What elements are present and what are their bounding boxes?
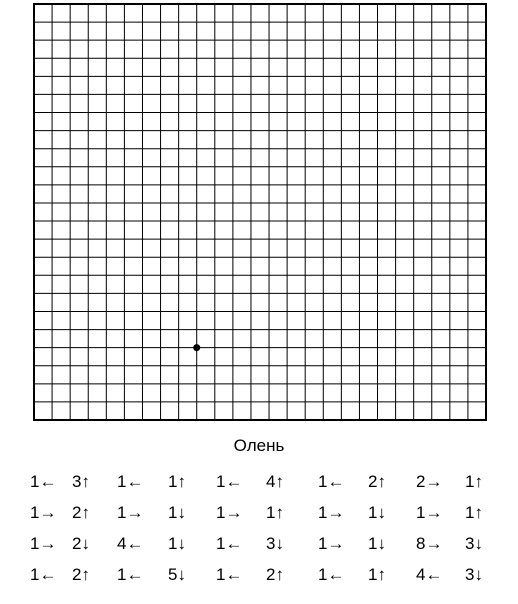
command: 2↑ xyxy=(266,565,284,584)
command: 5↓ xyxy=(168,565,186,584)
command: 1← xyxy=(318,472,345,491)
command: 3↓ xyxy=(465,534,483,553)
command: 2↑ xyxy=(72,503,90,522)
command: 4← xyxy=(117,534,144,553)
command: 1↓ xyxy=(368,534,386,553)
command: 1→ xyxy=(216,503,243,522)
command: 4↑ xyxy=(266,472,284,491)
command: 1← xyxy=(216,534,243,553)
command: 1↑ xyxy=(465,472,483,491)
command: 1↓ xyxy=(168,534,186,553)
command: 1← xyxy=(318,565,345,584)
command: 1↑ xyxy=(368,565,386,584)
command: 1← xyxy=(216,565,243,584)
command-list xyxy=(0,472,518,596)
command: 1↑ xyxy=(266,503,284,522)
command: 1← xyxy=(117,565,144,584)
command: 1↑ xyxy=(465,503,483,522)
command: 1← xyxy=(117,472,144,491)
command: 8→ xyxy=(416,534,443,553)
command: 1← xyxy=(216,472,243,491)
command: 1→ xyxy=(318,503,345,522)
command: 1↓ xyxy=(168,503,186,522)
command: 3↓ xyxy=(266,534,284,553)
command: 1→ xyxy=(117,503,144,522)
command: 1↑ xyxy=(168,472,186,491)
command: 2↑ xyxy=(72,565,90,584)
command: 2→ xyxy=(416,472,443,491)
command: 1→ xyxy=(30,534,57,553)
command-row-3 xyxy=(0,534,518,565)
command: 3↓ xyxy=(465,565,483,584)
command: 3↑ xyxy=(72,472,90,491)
grid-lines xyxy=(33,3,487,421)
start-point-dot xyxy=(193,344,200,351)
command-row-4 xyxy=(0,565,518,596)
command: 2↑ xyxy=(368,472,386,491)
command: 1← xyxy=(30,565,57,584)
command: 1→ xyxy=(30,503,57,522)
drawing-grid xyxy=(33,3,487,421)
command: 1← xyxy=(30,472,57,491)
grid-border xyxy=(34,4,486,420)
picture-title: Олень xyxy=(233,436,285,455)
command: 1→ xyxy=(416,503,443,522)
command: 1→ xyxy=(318,534,345,553)
command-row-1 xyxy=(0,472,518,503)
command: 1↓ xyxy=(368,503,386,522)
command-row-2 xyxy=(0,503,518,534)
command: 2↓ xyxy=(72,534,90,553)
command: 4← xyxy=(416,565,443,584)
